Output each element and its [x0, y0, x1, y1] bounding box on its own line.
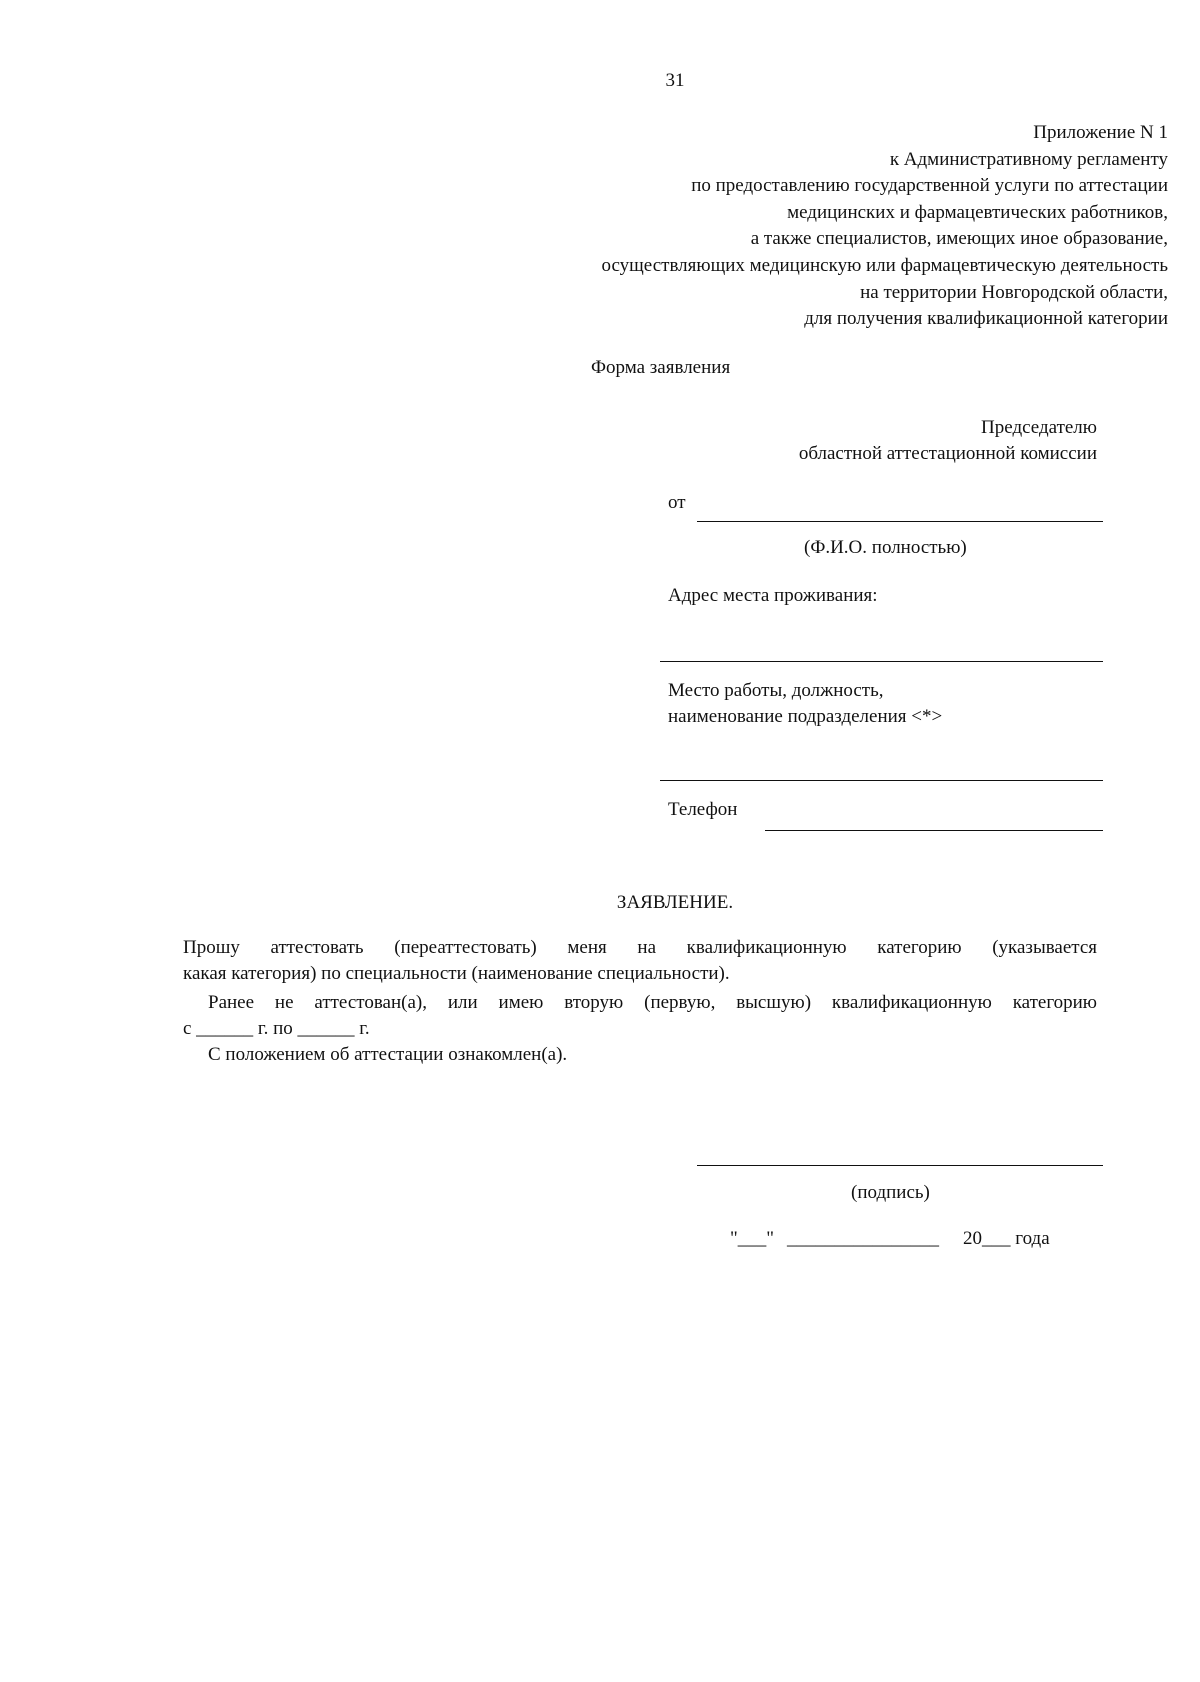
fio-hint: (Ф.И.О. полностью)	[804, 537, 967, 558]
fio-field-line[interactable]	[697, 521, 1103, 522]
body-p3: С положением об аттестации ознакомлен(а).	[208, 1044, 568, 1065]
phone-label: Телефон	[668, 799, 738, 820]
body-p2-line1: Ранее не аттестован(а), или имею вторую (первую, высшую) квалификационную категорию	[208, 992, 1097, 1013]
work-label-line-2: наименование подразделения <*>	[668, 706, 943, 727]
appendix-line: Приложение N 1	[1033, 122, 1168, 143]
body-p1-line2: какая категория) по специальности (наименование специальности).	[183, 963, 730, 984]
work-field-line[interactable]	[660, 780, 1103, 781]
addressee-line-1: Председателю	[981, 417, 1097, 438]
address-label: Адрес места проживания:	[668, 585, 878, 606]
phone-field-line[interactable]	[765, 830, 1103, 831]
body-p1-line1: Прошу аттестовать (переаттестовать) меня на квалификационную категорию (указывается	[183, 937, 1097, 958]
appendix-line: осуществляющих медицинскую или фармацевтическую деятельность	[601, 254, 1168, 276]
statement-heading: ЗАЯВЛЕНИЕ.	[616, 892, 734, 913]
date-month-blank[interactable]: ________________	[787, 1228, 939, 1249]
appendix-line: а также специалистов, имеющих иное образование,	[750, 228, 1168, 250]
appendix-line: по предоставлению государственной услуги по аттестации	[691, 175, 1168, 197]
signature-field-line[interactable]	[697, 1165, 1103, 1166]
form-label: Форма заявления	[591, 357, 731, 378]
appendix-line: медицинских и фармацевтических работников,	[787, 201, 1168, 223]
page-number: 31	[665, 70, 685, 91]
date-year-text: 20___ года	[963, 1228, 1050, 1249]
date-day-blank[interactable]: "___"	[730, 1228, 775, 1249]
work-label-line-1: Место работы, должность,	[668, 680, 884, 701]
appendix-line: для получения квалификационной категории	[804, 308, 1168, 330]
from-label: от	[668, 492, 686, 513]
appendix-line: к Административному регламенту	[889, 148, 1168, 170]
signature-hint: (подпись)	[851, 1182, 930, 1203]
addressee-line-2: областной аттестационной комиссии	[798, 443, 1097, 464]
body-p2-line2: с ______ г. по ______ г.	[183, 1018, 370, 1039]
appendix-line: на территории Новгородской области,	[860, 281, 1168, 303]
appendix-header	[602, 120, 1168, 333]
address-field-line[interactable]	[660, 661, 1103, 662]
